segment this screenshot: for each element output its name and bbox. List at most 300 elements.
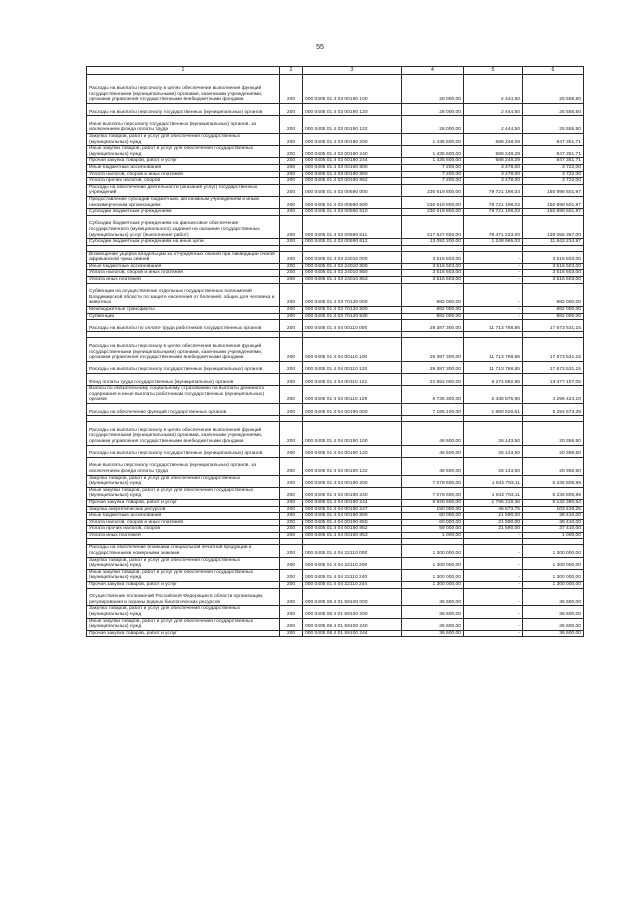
row-description-cell: Прочая закупка товаров, работ и услуг: [87, 499, 280, 506]
row-approved-amount-cell: 28 000,00: [402, 116, 464, 134]
row-approved-amount-cell: 1 300 000,00: [402, 582, 464, 589]
row-unexecuted-amount-cell: 5 235 806,89: [523, 475, 584, 487]
row-unexecuted-amount-cell: 25 555,50: [523, 75, 584, 104]
table-row: [87, 320, 584, 332]
row-classification-code-cell: 000 0405 01 4 03 70120 000: [303, 283, 402, 306]
row-unexecuted-amount-cell: 150 898 601,97: [523, 196, 584, 208]
row-approved-amount-cell: 3 516 503,00: [402, 277, 464, 284]
row-code-cell: 200: [280, 445, 303, 457]
row-executed-amount-cell: 11 713 768,85: [464, 320, 523, 332]
row-executed-amount-cell: -: [464, 283, 523, 306]
row-approved-amount-cell: 882 000,00: [402, 307, 464, 314]
row-description-cell: Иные закупки товаров, работ и услуг для обеспечения государственных (муниципальных) нужд: [87, 487, 280, 499]
row-code-cell: 200: [280, 386, 303, 404]
row-unexecuted-amount-cell: 4 296 424,10: [523, 386, 584, 404]
row-code-cell: 200: [280, 457, 303, 475]
table-row: [87, 277, 584, 284]
row-description-cell: Предоставление субсидий бюджетным, автономным учреждениям и иным некоммерческим организациям: [87, 196, 280, 208]
row-description-cell: Расходы на обеспечение бланками специальной печатной продукции и государственными номерными знаками: [87, 545, 280, 557]
row-classification-code-cell: 000 0405 01 4 03 00590 000: [303, 184, 402, 196]
row-classification-code-cell: 000 0405 01 4 03 00190 240: [303, 146, 402, 158]
row-approved-amount-cell: 7 200,00: [402, 164, 464, 171]
row-classification-code-cell: 000 0405 01 4 04 00190 852: [303, 526, 402, 533]
row-classification-code-cell: 000 0405 01 4 03 00190 850: [303, 171, 402, 178]
column-header: 5: [464, 67, 523, 75]
table-row: [87, 251, 584, 263]
row-classification-code-cell: 000 0405 06 4 01 59100 200: [303, 606, 402, 618]
page-number: 55: [316, 44, 324, 51]
row-approved-amount-cell: 29 387 300,00: [402, 361, 464, 373]
row-code-cell: 200: [280, 618, 303, 630]
row-classification-code-cell: 000 0405 01 4 04 22110 240: [303, 569, 402, 581]
table-row: [87, 526, 584, 533]
row-classification-code-cell: 000 0405 01 4 03 00190 100: [303, 75, 402, 104]
row-unexecuted-amount-cell: 11 842 234,97: [523, 239, 584, 246]
row-description-cell: Субсидии бюджетным учреждениям на финансовое обеспечение государственного (муниципального) задания на оказание государственных (муниципальных) услуг (выполнение работ): [87, 215, 280, 238]
row-unexecuted-amount-cell: 3 722,00: [523, 178, 584, 185]
row-unexecuted-amount-cell: 25 555,50: [523, 116, 584, 134]
table-row: [87, 499, 584, 506]
row-unexecuted-amount-cell: 1 300 000,00: [523, 545, 584, 557]
row-description-cell: Субвенции на осуществление отдельных государственных полномочий Владимирской области по защите населения от болезней, общих для человека и животных: [87, 283, 280, 306]
row-description-cell: Иные закупки товаров, работ и услуг для обеспечения государственных (муниципальных) нужд: [87, 146, 280, 158]
row-code-cell: 200: [280, 313, 303, 320]
row-description-cell: Субсидии бюджетным учреждениям: [87, 209, 280, 216]
table-row: [87, 313, 584, 320]
row-approved-amount-cell: 28 000,00: [402, 104, 464, 116]
table-row: [87, 475, 584, 487]
row-unexecuted-amount-cell: 36 600,00: [523, 588, 584, 606]
row-unexecuted-amount-cell: 1 300 000,00: [523, 557, 584, 569]
row-unexecuted-amount-cell: 882 000,00: [523, 307, 584, 314]
row-description-cell: Иные бюджетные ассигнования: [87, 513, 280, 520]
row-executed-amount-cell: 21 590,00: [464, 519, 523, 526]
table-row: [87, 196, 584, 208]
row-classification-code-cell: 000 0405 01 4 04 22110 000: [303, 545, 402, 557]
row-approved-amount-cell: 29 387 300,00: [402, 338, 464, 361]
row-executed-amount-cell: -: [464, 630, 523, 637]
row-classification-code-cell: 000 0405 01 4 04 00190 853: [303, 532, 402, 539]
table-row: [87, 445, 584, 457]
table-row: [87, 116, 584, 134]
row-description-cell: Расходы на выплаты по оплате труда работников государственных органов: [87, 320, 280, 332]
row-approved-amount-cell: 46 500,00: [402, 457, 464, 475]
row-code-cell: 200: [280, 209, 303, 216]
row-code-cell: 200: [280, 263, 303, 270]
row-executed-amount-cell: -: [464, 569, 523, 581]
row-approved-amount-cell: 60 000,00: [402, 513, 464, 520]
row-unexecuted-amount-cell: 139 056 367,00: [523, 215, 584, 238]
row-executed-amount-cell: -: [464, 557, 523, 569]
row-unexecuted-amount-cell: 5 294 573,39: [523, 403, 584, 415]
row-description-cell: Уплата иных платежей: [87, 277, 280, 284]
row-code-cell: 200: [280, 338, 303, 361]
row-unexecuted-amount-cell: 150 898 601,97: [523, 209, 584, 216]
row-approved-amount-cell: 3 516 503,00: [402, 263, 464, 270]
table-row: [87, 104, 584, 116]
column-header: 2: [280, 67, 303, 75]
row-approved-amount-cell: 59 000,00: [402, 526, 464, 533]
row-code-cell: 200: [280, 133, 303, 145]
row-executed-amount-cell: 79 721 198,03: [464, 209, 523, 216]
row-approved-amount-cell: 36 600,00: [402, 630, 464, 637]
row-code-cell: 200: [280, 184, 303, 196]
row-approved-amount-cell: 150 000,00: [402, 506, 464, 513]
row-approved-amount-cell: 230 619 800,00: [402, 209, 464, 216]
row-unexecuted-amount-cell: 20 356,50: [523, 457, 584, 475]
row-classification-code-cell: 000 0405 01 4 04 22110 200: [303, 557, 402, 569]
row-description-cell: Расходы на выплаты персоналу государственных (муниципальных) органов: [87, 445, 280, 457]
row-code-cell: 200: [280, 104, 303, 116]
row-approved-amount-cell: 60 000,00: [402, 519, 464, 526]
row-code-cell: 200: [280, 283, 303, 306]
row-approved-amount-cell: 1 300 000,00: [402, 569, 464, 581]
row-approved-amount-cell: 6 735 300,00: [402, 386, 464, 404]
table-row: [87, 215, 584, 238]
row-unexecuted-amount-cell: 20 356,50: [523, 445, 584, 457]
row-description-cell: Межбюджетные трансферты: [87, 307, 280, 314]
table-row: [87, 361, 584, 373]
row-classification-code-cell: 000 0405 01 4 04 00110 100: [303, 338, 402, 361]
table-row: [87, 270, 584, 277]
row-executed-amount-cell: 21 590,00: [464, 526, 523, 533]
row-unexecuted-amount-cell: 3 722,00: [523, 171, 584, 178]
row-code-cell: 200: [280, 519, 303, 526]
row-approved-amount-cell: 230 619 800,00: [402, 196, 464, 208]
row-approved-amount-cell: 6 928 600,00: [402, 499, 464, 506]
row-approved-amount-cell: 230 619 800,00: [402, 184, 464, 196]
row-description-cell: Субсидии бюджетным учреждениям на иные цели: [87, 239, 280, 246]
row-classification-code-cell: 000 0405 01 4 04 00190 800: [303, 513, 402, 520]
row-approved-amount-cell: 3 516 503,00: [402, 270, 464, 277]
table-row: [87, 184, 584, 196]
row-code-cell: 200: [280, 513, 303, 520]
row-executed-amount-cell: -: [464, 313, 523, 320]
row-unexecuted-amount-cell: 38 410,00: [523, 519, 584, 526]
row-code-cell: 200: [280, 164, 303, 171]
row-executed-amount-cell: 3 478,00: [464, 171, 523, 178]
table-row: [87, 171, 584, 178]
row-classification-code-cell: 000 0405 01 4 03 24010 800: [303, 263, 402, 270]
row-description-cell: Расходы на выплаты персоналу в целях обеспечения выполнения функций государственными (муниципальными) органами, казенными учреждениями, органами управления государственными внебюджетными фондами: [87, 75, 280, 104]
row-code-cell: 200: [280, 178, 303, 185]
row-executed-amount-cell: 9 274 892,95: [464, 374, 523, 386]
row-executed-amount-cell: -: [464, 606, 523, 618]
table-row: [87, 374, 584, 386]
row-code-cell: 200: [280, 588, 303, 606]
row-executed-amount-cell: -: [464, 277, 523, 284]
row-executed-amount-cell: -: [464, 588, 523, 606]
row-classification-code-cell: 000 0405 01 4 04 00190 100: [303, 422, 402, 445]
row-executed-amount-cell: 26 143,50: [464, 422, 523, 445]
table-row: [87, 403, 584, 415]
row-classification-code-cell: 000 0405 01 4 03 24010 850: [303, 270, 402, 277]
row-executed-amount-cell: 1 842 793,11: [464, 487, 523, 499]
row-approved-amount-cell: 36 600,00: [402, 588, 464, 606]
row-classification-code-cell: 000 0405 06 4 01 59100 000: [303, 588, 402, 606]
row-code-cell: 200: [280, 277, 303, 284]
row-code-cell: 200: [280, 422, 303, 445]
table-row: [87, 618, 584, 630]
row-description-cell: Закупка энергетических ресурсов: [87, 506, 280, 513]
row-executed-amount-cell: -: [464, 263, 523, 270]
row-approved-amount-cell: 1 300 000,00: [402, 557, 464, 569]
row-code-cell: 200: [280, 158, 303, 165]
row-unexecuted-amount-cell: 150 898 601,97: [523, 184, 584, 196]
row-code-cell: 200: [280, 582, 303, 589]
row-description-cell: Расходы на обеспечение деятельности (оказание услуг) государственных учреждений: [87, 184, 280, 196]
row-approved-amount-cell: 7 078 600,00: [402, 487, 464, 499]
row-approved-amount-cell: 7 185 100,00: [402, 403, 464, 415]
row-classification-code-cell: 000 0405 01 4 03 00190 122: [303, 116, 402, 134]
row-unexecuted-amount-cell: 1 300 000,00: [523, 582, 584, 589]
row-code-cell: 200: [280, 499, 303, 506]
row-unexecuted-amount-cell: 3 516 503,00: [523, 270, 584, 277]
row-description-cell: Прочая закупка товаров, работ и услуг: [87, 158, 280, 165]
row-unexecuted-amount-cell: 1 000,00: [523, 532, 584, 539]
row-unexecuted-amount-cell: 36 600,00: [523, 630, 584, 637]
row-classification-code-cell: 000 0405 01 4 03 24010 853: [303, 277, 402, 284]
table-row: [87, 513, 584, 520]
table-row: [87, 386, 584, 404]
row-unexecuted-amount-cell: 17 673 531,15: [523, 361, 584, 373]
table-row: [87, 519, 584, 526]
row-description-cell: Иные выплаты персоналу государственных (муниципальных) органов, за исключением фонда оплаты труда: [87, 116, 280, 134]
row-approved-amount-cell: 7 200,00: [402, 178, 464, 185]
row-description-cell: Иные бюджетные ассигнования: [87, 164, 280, 171]
row-code-cell: 200: [280, 171, 303, 178]
table-row: [87, 283, 584, 306]
row-code-cell: 200: [280, 475, 303, 487]
row-approved-amount-cell: 36 600,00: [402, 618, 464, 630]
table-row: [87, 557, 584, 569]
row-executed-amount-cell: -: [464, 251, 523, 263]
row-executed-amount-cell: -: [464, 618, 523, 630]
table-header-row: [87, 67, 584, 75]
row-approved-amount-cell: 22 652 000,00: [402, 374, 464, 386]
row-description-cell: Закупка товаров, работ и услуг для обеспечения государственных (муниципальных) нужд: [87, 557, 280, 569]
row-approved-amount-cell: 1 435 600,00: [402, 133, 464, 145]
table-row: [87, 164, 584, 171]
table-row: [87, 146, 584, 158]
row-description-cell: Расходы на выплаты персоналу в целях обеспечения выполнения функций государственными (муниципальными) органами, казенными учреждениями, органами управления государственными внебюджетными фондами: [87, 338, 280, 361]
table-row: [87, 487, 584, 499]
table-row: [87, 263, 584, 270]
row-unexecuted-amount-cell: 36 600,00: [523, 618, 584, 630]
row-executed-amount-cell: 588 248,29: [464, 158, 523, 165]
row-unexecuted-amount-cell: 847 351,71: [523, 146, 584, 158]
row-description-cell: Уплата иных платежей: [87, 532, 280, 539]
table-row: [87, 209, 584, 216]
row-unexecuted-amount-cell: 17 673 531,15: [523, 338, 584, 361]
row-classification-code-cell: 000 0405 01 4 04 00190 850: [303, 519, 402, 526]
row-approved-amount-cell: 1 000,00: [402, 532, 464, 539]
column-header: 4: [402, 67, 464, 75]
row-classification-code-cell: 000 0405 01 4 03 00590 612: [303, 239, 402, 246]
table-row: [87, 338, 584, 361]
row-code-cell: 200: [280, 545, 303, 557]
table-row: [87, 506, 584, 513]
row-code-cell: 200: [280, 251, 303, 263]
row-classification-code-cell: 000 0405 01 4 04 00190 244: [303, 499, 402, 506]
row-description-cell: Иные закупки товаров, работ и услуг для обеспечения государственных (муниципальных) нужд: [87, 569, 280, 581]
row-unexecuted-amount-cell: 3 722,00: [523, 164, 584, 171]
row-code-cell: 200: [280, 307, 303, 314]
row-code-cell: 200: [280, 146, 303, 158]
table-row: [87, 588, 584, 606]
row-code-cell: 200: [280, 374, 303, 386]
row-classification-code-cell: 000 0405 01 4 04 00110 120: [303, 361, 402, 373]
table-row: [87, 178, 584, 185]
table-row: [87, 545, 584, 557]
row-executed-amount-cell: 1 842 793,11: [464, 475, 523, 487]
row-executed-amount-cell: -: [464, 582, 523, 589]
table-row: [87, 582, 584, 589]
row-classification-code-cell: 000 0405 01 4 04 00190 240: [303, 487, 402, 499]
row-description-cell: Закупка товаров, работ и услуг для обеспечения государственных (муниципальных) нужд: [87, 606, 280, 618]
row-description-cell: Взносы по обязательному социальному страхованию на выплаты денежного содержания и иные выплаты работникам государственных (муниципальных) органов: [87, 386, 280, 404]
table-row: [87, 75, 584, 104]
row-unexecuted-amount-cell: 37 410,00: [523, 526, 584, 533]
row-classification-code-cell: 000 0405 01 4 03 00590 610: [303, 209, 402, 216]
row-code-cell: 200: [280, 215, 303, 238]
row-executed-amount-cell: 78 471 233,00: [464, 215, 523, 238]
row-classification-code-cell: 000 0405 01 4 03 00590 600: [303, 196, 402, 208]
row-unexecuted-amount-cell: 36 600,00: [523, 606, 584, 618]
row-description-cell: Фонд оплаты труда государственных (муниципальных) органов: [87, 374, 280, 386]
row-classification-code-cell: 000 0405 06 4 01 59100 240: [303, 618, 402, 630]
row-code-cell: 200: [280, 630, 303, 637]
row-executed-amount-cell: 2 444,50: [464, 75, 523, 104]
table-row: [87, 307, 584, 314]
row-description-cell: Прочая закупка товаров, работ и услуг: [87, 630, 280, 637]
row-description-cell: Иные закупки товаров, работ и услуг для обеспечения государственных (муниципальных) нужд: [87, 618, 280, 630]
row-unexecuted-amount-cell: 5 132 380,64: [523, 499, 584, 506]
row-description-cell: Иные бюджетные ассигнования: [87, 263, 280, 270]
row-approved-amount-cell: 29 387 300,00: [402, 320, 464, 332]
row-description-cell: Закупка товаров, работ и услуг для обеспечения государственных (муниципальных) нужд: [87, 475, 280, 487]
row-executed-amount-cell: 21 590,00: [464, 513, 523, 520]
row-description-cell: Возмещение ущерба владельцам за отчуждённых свиней при ликвидации очагов африканской чумы свиней: [87, 251, 280, 263]
table-row: [87, 158, 584, 165]
row-description-cell: Расходы на выплаты персоналу государственных (муниципальных) органов: [87, 361, 280, 373]
row-classification-code-cell: 000 0405 01 4 03 00190 852: [303, 178, 402, 185]
row-executed-amount-cell: 11 713 768,85: [464, 338, 523, 361]
row-classification-code-cell: 000 0405 01 4 03 00190 800: [303, 164, 402, 171]
row-code-cell: 200: [280, 569, 303, 581]
row-description-cell: Расходы на выплаты персоналу государственных (муниципальных) органов: [87, 104, 280, 116]
row-code-cell: 200: [280, 532, 303, 539]
row-code-cell: 200: [280, 506, 303, 513]
row-executed-amount-cell: 11 713 768,85: [464, 361, 523, 373]
row-classification-code-cell: 000 0405 06 4 01 59100 244: [303, 630, 402, 637]
row-unexecuted-amount-cell: 882 000,00: [523, 313, 584, 320]
row-approved-amount-cell: 13 092 200,00: [402, 239, 464, 246]
row-approved-amount-cell: 36 600,00: [402, 606, 464, 618]
row-classification-code-cell: 000 0405 01 4 03 00590 611: [303, 215, 402, 238]
row-executed-amount-cell: 79 721 198,03: [464, 184, 523, 196]
row-classification-code-cell: 000 0405 01 4 04 00190 120: [303, 445, 402, 457]
row-code-cell: 200: [280, 361, 303, 373]
row-code-cell: 200: [280, 75, 303, 104]
row-description-cell: Расходы на выплаты персоналу в целях обеспечения выполнения функций государственными (муниципальными) органами, казенными учреждениями, органами управления государственными внебюджетными фондами: [87, 422, 280, 445]
row-unexecuted-amount-cell: 882 000,00: [523, 283, 584, 306]
table-row: [87, 457, 584, 475]
row-description-cell: Расходы на обеспечение функций государственных органов: [87, 403, 280, 415]
table-row: [87, 133, 584, 145]
row-classification-code-cell: 000 0405 01 4 03 00190 120: [303, 104, 402, 116]
row-classification-code-cell: 000 0405 01 4 04 22110 244: [303, 582, 402, 589]
row-unexecuted-amount-cell: 3 516 503,00: [523, 277, 584, 284]
row-executed-amount-cell: 1 249 965,03: [464, 239, 523, 246]
row-description-cell: Закупка товаров, работ и услуг для обеспечения государственных (муниципальных) нужд: [87, 133, 280, 145]
row-unexecuted-amount-cell: 847 351,71: [523, 158, 584, 165]
row-code-cell: 200: [280, 606, 303, 618]
row-unexecuted-amount-cell: 1 300 000,00: [523, 569, 584, 581]
table-row: [87, 606, 584, 618]
row-executed-amount-cell: 588 248,29: [464, 133, 523, 145]
row-description-cell: Субвенции: [87, 313, 280, 320]
table-row: [87, 422, 584, 445]
row-classification-code-cell: 000 0405 01 4 03 70120 530: [303, 313, 402, 320]
table-row: [87, 239, 584, 246]
row-approved-amount-cell: 46 500,00: [402, 422, 464, 445]
row-approved-amount-cell: 1 435 600,00: [402, 146, 464, 158]
row-unexecuted-amount-cell: 13 377 107,05: [523, 374, 584, 386]
row-executed-amount-cell: 1 890 526,61: [464, 403, 523, 415]
row-code-cell: 200: [280, 239, 303, 246]
row-executed-amount-cell: 46 573,75: [464, 506, 523, 513]
row-description-cell: Уплата налогов, сборов и иных платежей: [87, 519, 280, 526]
row-executed-amount-cell: -: [464, 270, 523, 277]
row-unexecuted-amount-cell: 103 426,25: [523, 506, 584, 513]
row-executed-amount-cell: -: [464, 532, 523, 539]
row-executed-amount-cell: -: [464, 307, 523, 314]
column-header: 3: [303, 67, 402, 75]
row-classification-code-cell: 000 0405 01 4 04 00110 129: [303, 386, 402, 404]
row-code-cell: 200: [280, 116, 303, 134]
row-code-cell: 200: [280, 526, 303, 533]
row-classification-code-cell: 000 0405 01 4 03 24010 000: [303, 251, 402, 263]
row-unexecuted-amount-cell: 38 410,00: [523, 513, 584, 520]
row-unexecuted-amount-cell: 20 356,50: [523, 422, 584, 445]
row-executed-amount-cell: 3 478,00: [464, 178, 523, 185]
row-executed-amount-cell: 2 444,50: [464, 116, 523, 134]
row-code-cell: 200: [280, 487, 303, 499]
row-classification-code-cell: 000 0405 01 4 04 00190 247: [303, 506, 402, 513]
row-classification-code-cell: 000 0405 01 4 03 70120 500: [303, 307, 402, 314]
row-classification-code-cell: 000 0405 01 4 04 00190 122: [303, 457, 402, 475]
row-unexecuted-amount-cell: 17 673 531,15: [523, 320, 584, 332]
row-code-cell: 200: [280, 270, 303, 277]
row-executed-amount-cell: 3 478,00: [464, 164, 523, 171]
row-description-cell: Уплата налогов, сборов и иных платежей: [87, 270, 280, 277]
row-description-cell: Осуществление полномочий Российской Федерации в области организации, регулирования и охраны водных биологических ресурсов: [87, 588, 280, 606]
row-approved-amount-cell: 3 516 503,00: [402, 251, 464, 263]
column-header: 6: [523, 67, 584, 75]
row-executed-amount-cell: 26 143,50: [464, 457, 523, 475]
row-description-cell: Иные выплаты персоналу государственных (муниципальных) органов, за исключением фонда оплаты труда: [87, 457, 280, 475]
table-row: [87, 630, 584, 637]
budget-execution-table: [86, 66, 584, 637]
row-description-cell: Уплата прочих налогов, сборов: [87, 526, 280, 533]
row-approved-amount-cell: 882 000,00: [402, 283, 464, 306]
row-approved-amount-cell: 1 300 000,00: [402, 545, 464, 557]
row-classification-code-cell: 000 0405 01 4 04 00110 121: [303, 374, 402, 386]
table-row: [87, 532, 584, 539]
row-unexecuted-amount-cell: 847 351,71: [523, 133, 584, 145]
row-approved-amount-cell: 7 200,00: [402, 171, 464, 178]
